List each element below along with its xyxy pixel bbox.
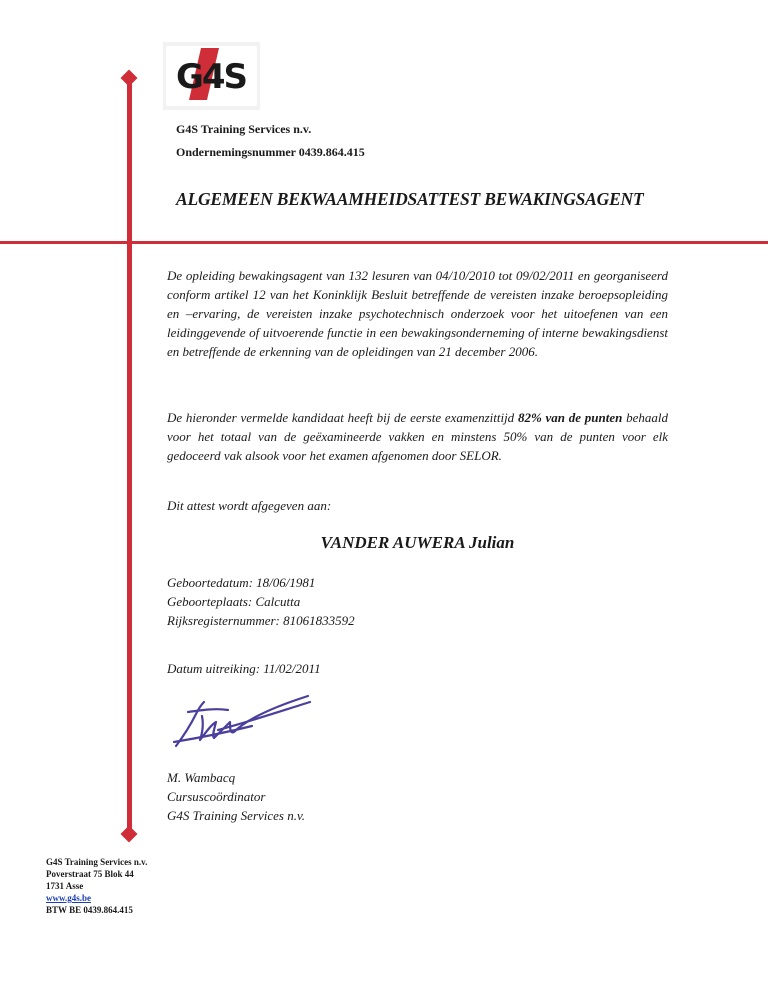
registration-number: Ondernemingsnummer 0439.864.415 (176, 145, 365, 159)
issue-date: Datum uitreiking: 11/02/2011 (167, 661, 321, 676)
birth-place: Geboorteplaats: Calcutta (167, 594, 301, 609)
candidate-details (167, 573, 355, 630)
signer-role: Cursuscoördinator (167, 789, 266, 804)
training-paragraph: De opleiding bewakingsagent van 132 lesuren van 04/10/2010 tot 09/02/2011 en georganiseerd conform artikel 12 van het Koninklijk Besluit betreffende de vereisten inzake beroepsopleiding en –ervaring, de vereisten inzake psychotechnisch onderzoek voor het uitoefenen van een leidinggevende of uitvoerende functie in een bewakingsonderneming of interne bewakingsdienst en betreffende de erkenning van de opleidingen van 21 december 2006. (167, 268, 668, 359)
footer-city: 1731 Asse (46, 881, 84, 891)
footer-company: G4S Training Services n.v. (46, 857, 148, 867)
candidate-name: VANDER AUWERA Julian (320, 533, 515, 552)
signer-name: M. Wambacq (167, 770, 236, 785)
horizontal-red-rule (0, 241, 768, 244)
footer-street: Poverstraat 75 Blok 44 (46, 869, 134, 879)
exam-result-text-start: De hieronder vermelde kandidaat heeft bij de eerste examenzittijd (167, 410, 518, 425)
vertical-red-rule (127, 78, 132, 838)
issued-to-label: Dit attest wordt afgegeven aan: (167, 498, 332, 513)
signer-organization: G4S Training Services n.v. (167, 808, 306, 823)
company-name: G4S Training Services n.v. (176, 122, 312, 136)
signer-block (167, 768, 305, 825)
footer-vat: BTW BE 0439.864.415 (46, 905, 133, 915)
footer-website-link[interactable]: www.g4s.be (46, 893, 92, 903)
top-diamond-ornament (121, 70, 138, 87)
national-number: Rijksregisternummer: 81061833592 (167, 613, 355, 628)
signature (168, 692, 313, 750)
exam-result-paragraph (167, 408, 668, 465)
birth-date: Geboortedatum: 18/06/1981 (167, 575, 316, 590)
exam-result-text-end: behaald voor het totaal van de geëxamineerde vakken en minstens 50% van de punten voor elk gedoceerd vak alsook voor het examen afgenomen door SELOR. (167, 410, 668, 463)
g4s-logo (163, 42, 260, 110)
certificate-title: ALGEMEEN BEKWAAMHEIDSATTEST BEWAKINGSAGENT (176, 189, 644, 209)
exam-score: 82% van de punten (517, 410, 623, 425)
bottom-diamond-ornament (121, 826, 138, 843)
svg-text:G4S: G4S (175, 57, 247, 97)
footer-address (46, 856, 147, 916)
